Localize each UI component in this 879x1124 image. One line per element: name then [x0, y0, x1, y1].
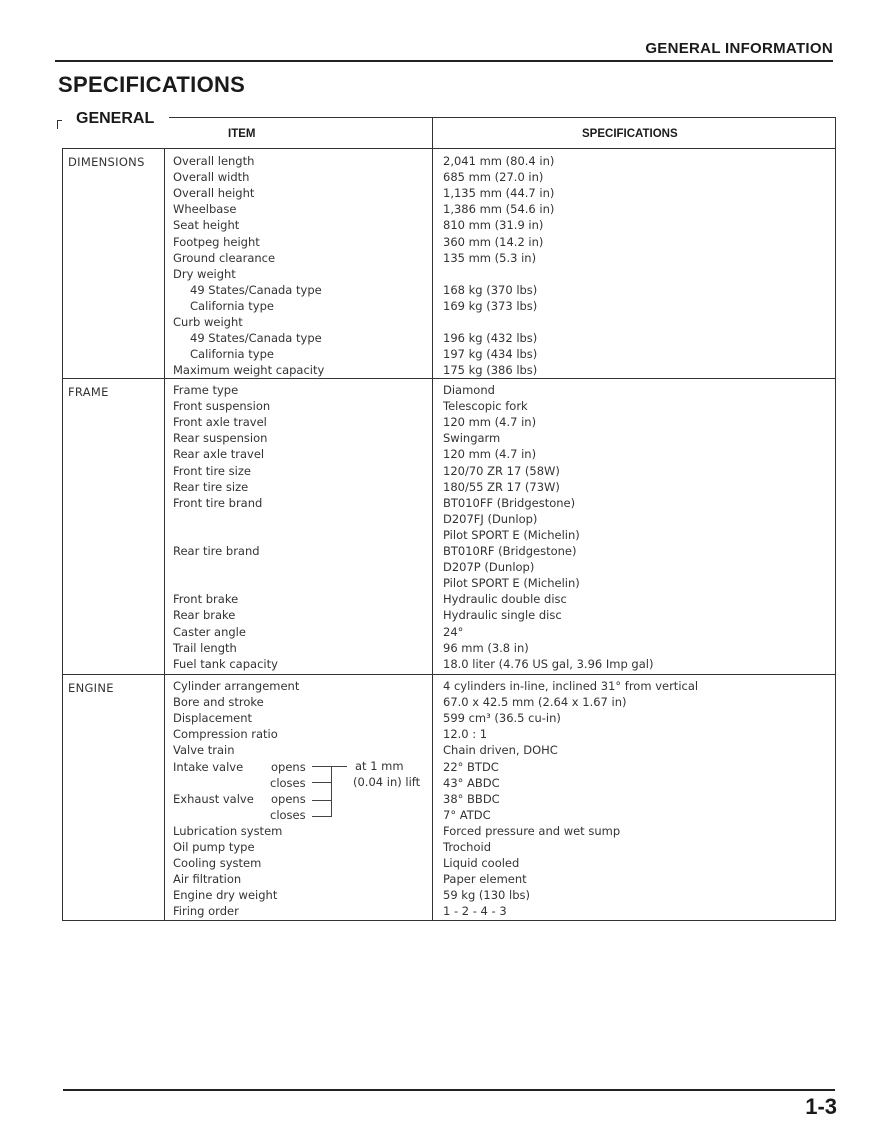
- spec-value: Diamond: [443, 383, 495, 397]
- item-label: 49 States/Canada type: [190, 331, 322, 345]
- item-label: Dry weight: [173, 267, 236, 281]
- spec-value: Hydraulic single disc: [443, 608, 562, 622]
- spec-value: 43° ABDC: [443, 776, 500, 790]
- item-label: Overall width: [173, 170, 250, 184]
- bracket-line-exhaust-closes: [312, 816, 332, 817]
- bracket-line-intake-opens: [312, 766, 347, 767]
- spec-value: Pilot SPORT E (Michelin): [443, 576, 580, 590]
- item-label: Rear axle travel: [173, 447, 265, 461]
- spec-column-line: [432, 117, 433, 921]
- spec-value: 168 kg (370 lbs): [443, 283, 538, 297]
- spec-value: 685 mm (27.0 in): [443, 170, 544, 184]
- item-label: Rear tire brand: [173, 544, 260, 558]
- item-label: Front tire brand: [173, 496, 263, 510]
- spec-value: 120 mm (4.7 in): [443, 415, 537, 429]
- spec-value: 2,041 mm (80.4 in): [443, 154, 555, 168]
- spec-value: 24°: [443, 625, 464, 639]
- spec-value: 18.0 liter (4.76 US gal, 3.96 Imp gal): [443, 657, 654, 671]
- spec-value: Pilot SPORT E (Michelin): [443, 528, 580, 542]
- header-rule: [55, 60, 833, 62]
- item-column-line: [164, 148, 165, 921]
- bracket-line-intake-closes: [312, 782, 332, 783]
- spec-value: 67.0 x 42.5 mm (2.64 x 1.67 in): [443, 695, 627, 709]
- footer-rule: [63, 1089, 835, 1091]
- spec-value: 120 mm (4.7 in): [443, 447, 537, 461]
- spec-value: Liquid cooled: [443, 856, 520, 870]
- category-frame: FRAME: [68, 385, 109, 399]
- spec-value: 197 kg (434 lbs): [443, 347, 538, 361]
- category-dimensions: DIMENSIONS: [68, 155, 145, 169]
- item-label: Ground clearance: [173, 251, 276, 265]
- valve-note-line-2: (0.04 in) lift: [353, 775, 421, 789]
- frame-section-line: [62, 378, 836, 379]
- item-label: Lubrication system: [173, 824, 283, 838]
- item-label: Bore and stroke: [173, 695, 264, 709]
- spec-column-header: SPECIFICATIONS: [582, 128, 678, 140]
- item-label: Compression ratio: [173, 727, 278, 741]
- item-label: California type: [190, 347, 274, 361]
- spec-value: 169 kg (373 lbs): [443, 299, 538, 313]
- item-label: Rear tire size: [173, 480, 249, 494]
- spec-value: BT010FF (Bridgestone): [443, 496, 576, 510]
- category-engine: ENGINE: [68, 681, 114, 695]
- spec-value: 96 mm (3.8 in): [443, 641, 529, 655]
- page-number: 1-3: [805, 1094, 837, 1119]
- spec-value: Telescopic fork: [443, 399, 528, 413]
- table-right-line: [835, 117, 836, 921]
- section-bracket-dash: [57, 120, 62, 121]
- item-label: Intake valve: [173, 760, 244, 774]
- item-label: Front tire size: [173, 464, 251, 478]
- item-label: 49 States/Canada type: [190, 283, 322, 297]
- spec-value: 12.0 : 1: [443, 727, 488, 741]
- item-label: Overall height: [173, 186, 255, 200]
- spec-value: 360 mm (14.2 in): [443, 235, 544, 249]
- table-left-line: [62, 148, 63, 921]
- item-label: Rear suspension: [173, 431, 268, 445]
- item-label: Air filtration: [173, 872, 242, 886]
- item-label: Valve train: [173, 743, 235, 757]
- section-bracket-tick: [57, 120, 58, 129]
- spec-value: 38° BBDC: [443, 792, 500, 806]
- page-title: SPECIFICATIONS: [58, 72, 246, 97]
- spec-value: 1 - 2 - 4 - 3: [443, 904, 507, 918]
- spec-value: D207FJ (Dunlop): [443, 512, 538, 526]
- item-column-header: ITEM: [228, 128, 256, 140]
- header-title: GENERAL INFORMATION: [645, 40, 833, 57]
- spec-value: 175 kg (386 lbs): [443, 363, 538, 377]
- item-label: Trail length: [173, 641, 237, 655]
- item-label: Maximum weight capacity: [173, 363, 325, 377]
- item-label: Frame type: [173, 383, 239, 397]
- spec-value: Swingarm: [443, 431, 501, 445]
- spec-value: 599 cm³ (36.5 cu-in): [443, 711, 561, 725]
- spec-value: 196 kg (432 lbs): [443, 331, 538, 345]
- item-label: Displacement: [173, 711, 253, 725]
- section-label: GENERAL: [76, 110, 155, 127]
- spec-value: 7° ATDC: [443, 808, 491, 822]
- item-label: Oil pump type: [173, 840, 255, 854]
- item-label: Front brake: [173, 592, 239, 606]
- item-label: Overall length: [173, 154, 255, 168]
- valve-event-label: opens: [271, 760, 306, 774]
- item-label: Curb weight: [173, 315, 243, 329]
- table-top-line: [169, 117, 836, 118]
- header-divider-line: [62, 148, 836, 149]
- spec-value: Hydraulic double disc: [443, 592, 567, 606]
- valve-event-label: closes: [270, 808, 306, 822]
- item-label: Engine dry weight: [173, 888, 278, 902]
- item-label: California type: [190, 299, 274, 313]
- spec-value: 4 cylinders in-line, inclined 31° from vertical: [443, 679, 699, 693]
- item-label: Front axle travel: [173, 415, 267, 429]
- engine-section-line: [62, 674, 836, 675]
- item-label: Caster angle: [173, 625, 246, 639]
- spec-value: 180/55 ZR 17 (73W): [443, 480, 560, 494]
- spec-value: Trochoid: [443, 840, 491, 854]
- spec-value: 59 kg (130 lbs): [443, 888, 530, 902]
- table-bottom-line: [62, 920, 836, 921]
- spec-value: Chain driven, DOHC: [443, 743, 558, 757]
- bracket-vertical-line: [331, 766, 332, 817]
- item-label: Wheelbase: [173, 202, 237, 216]
- spec-value: 810 mm (31.9 in): [443, 218, 544, 232]
- item-label: Firing order: [173, 904, 239, 918]
- spec-value: Paper element: [443, 872, 527, 886]
- spec-value: Forced pressure and wet sump: [443, 824, 621, 838]
- spec-value: 22° BTDC: [443, 760, 499, 774]
- spec-value: BT010RF (Bridgestone): [443, 544, 577, 558]
- item-label: Cooling system: [173, 856, 262, 870]
- bracket-line-exhaust-opens: [312, 800, 332, 801]
- item-label: Exhaust valve: [173, 792, 254, 806]
- spec-value: 120/70 ZR 17 (58W): [443, 464, 560, 478]
- item-label: Front suspension: [173, 399, 271, 413]
- item-label: Fuel tank capacity: [173, 657, 278, 671]
- spec-value: 135 mm (5.3 in): [443, 251, 537, 265]
- spec-value: D207P (Dunlop): [443, 560, 535, 574]
- spec-value: 1,386 mm (54.6 in): [443, 202, 555, 216]
- valve-event-label: closes: [270, 776, 306, 790]
- item-label: Seat height: [173, 218, 240, 232]
- valve-note-line-1: at 1 mm: [355, 759, 404, 773]
- spec-value: 1,135 mm (44.7 in): [443, 186, 555, 200]
- item-label: Cylinder arrangement: [173, 679, 300, 693]
- valve-event-label: opens: [271, 792, 306, 806]
- item-label: Rear brake: [173, 608, 236, 622]
- item-label: Footpeg height: [173, 235, 260, 249]
